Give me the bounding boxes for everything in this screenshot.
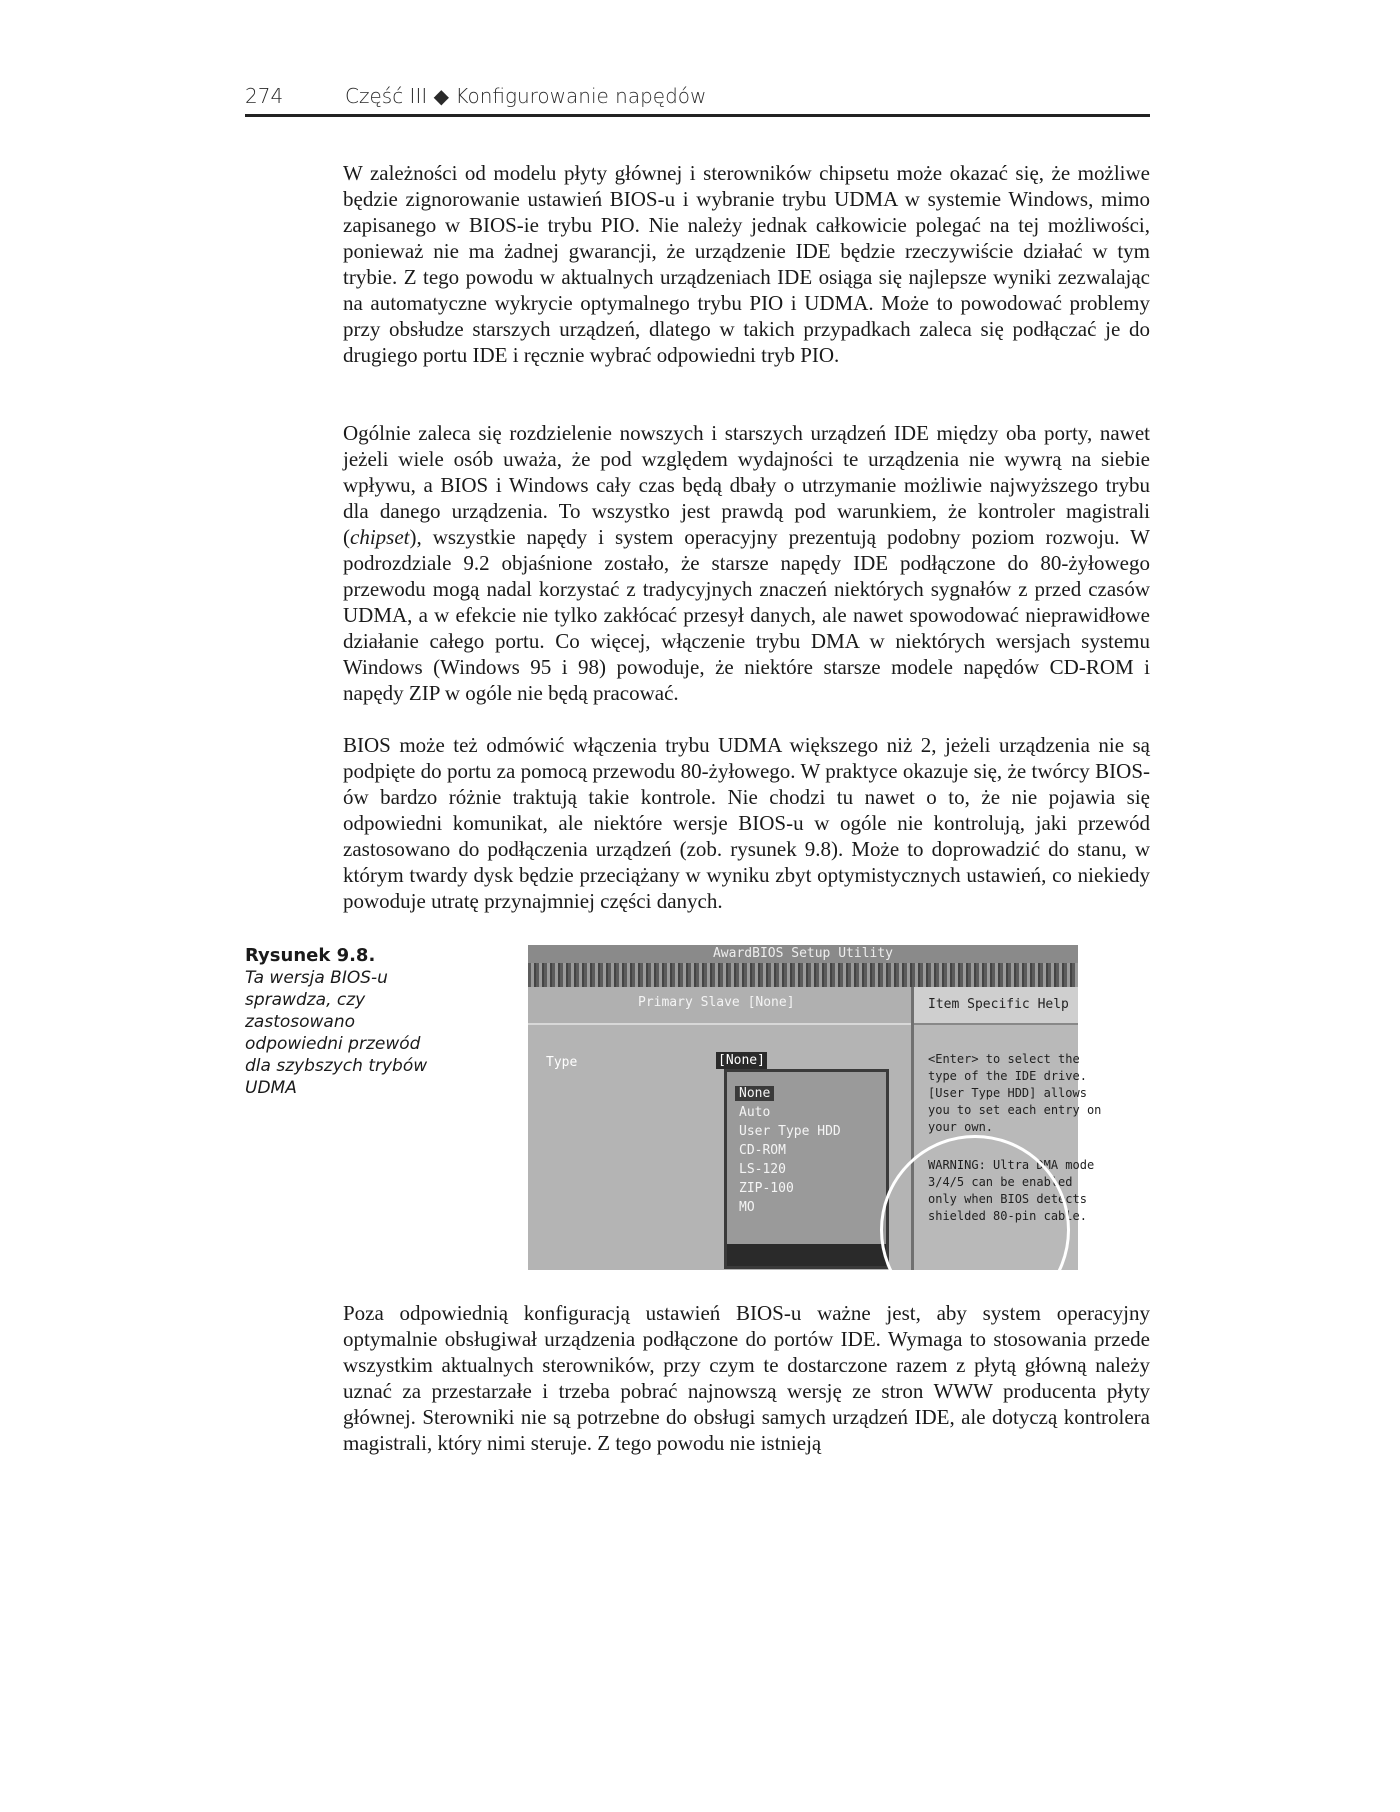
bios-warning-line: 3/4/5 can be enabled: [928, 1175, 1073, 1189]
bios-help-header: Item Specific Help: [928, 997, 1069, 1012]
highlight-circle: [880, 1135, 1070, 1325]
bios-type-label: Type: [546, 1055, 578, 1070]
bios-option-selected: None: [735, 1086, 774, 1101]
bios-menubar: [528, 963, 1078, 987]
figure-caption: [245, 945, 445, 1099]
bios-submenu-title: Primary Slave [None]: [638, 995, 795, 1010]
bios-warning-line: only when BIOS detects: [928, 1192, 1087, 1206]
figure-number: Rysunek 9.8.: [245, 945, 376, 966]
chipset-emphasis: chipset: [350, 525, 410, 549]
bios-submenu-bar: [528, 987, 911, 1025]
paragraph-1: [343, 160, 1150, 382]
bios-type-dropdown: [724, 1069, 889, 1269]
figure-description: Ta wersja BIOS-u sprawdza, czy zastosowano odpowiedni przewód dla szybszych trybów UDMA: [245, 968, 428, 1098]
bios-option: ZIP-100: [739, 1181, 794, 1196]
paragraph-2: [343, 420, 1150, 720]
bios-option: User Type HDD: [739, 1124, 841, 1139]
bios-help-line: you to set each entry on: [928, 1103, 1102, 1117]
bios-help-line: <Enter> to select the: [928, 1052, 1080, 1066]
paragraph-text-start: Ogólnie zaleca się rozdzielenie nowszych i starszych urządzeń IDE między oba porty, nawet jeżeli wiele osób uważa, że pod względem wydajności te urządzenia nie wywrą na siebie wpływu, a BIOS i Windows cały czas będą dbały o utrzymanie możliwie najwyższego trybu dla danego urządzenia. To wszystko jest prawdą pod warunkiem, że kontroler magistrali (: [343, 421, 1150, 549]
page-number: 274: [245, 84, 284, 108]
bios-option: CD-ROM: [739, 1143, 786, 1158]
bios-help-line: your own.: [928, 1120, 994, 1134]
bios-type-value: [None]: [718, 1053, 765, 1068]
bios-option: LS-120: [739, 1162, 786, 1177]
paragraph-text: Poza odpowiednią konfiguracją ustawień BIOS-u ważne jest, aby system operacyjny optymalnie obsługiwał urządzenia podłączone do portów IDE. Wymaga to stosowania przede wszystkim aktualnych sterowników, przy czym te dostarczone razem z płytą główną należy uznać za przestarzałe i trzeba pobrać najnowszą wersję ze stron WWW producenta płyty głównej. Sterowniki nie są potrzebne do obsługi samych urządzeń IDE, ale dotyczą kontrolera magistrali, który nimi steruje. Z tego powodu nie istnieją: [343, 1301, 1150, 1455]
running-head: Część III ◆ Konfigurowanie napędów: [345, 84, 707, 108]
paragraph-3: [343, 732, 1150, 928]
bios-help-header-bar: [914, 987, 1078, 1025]
bios-warning-line: shielded 80-pin cable.: [928, 1209, 1087, 1223]
bios-help-line: [User Type HDD] allows: [928, 1086, 1087, 1100]
bios-title: AwardBIOS Setup Utility: [528, 945, 1078, 963]
bios-option: MO: [739, 1200, 755, 1215]
paragraph-text: BIOS może też odmówić włączenia trybu UDMA większego niż 2, jeżeli urządzenia nie są podpięte do portu za pomocą przewodu 80-żyłowego. W praktyce okazuje się, że twórcy BIOS-ów bardzo różnie traktują takie kontrole. Nie chodzi tu nawet o to, że nie pojawia się odpowiedni komunikat, ale niektóre wersje BIOS-u w ogóle nie kontrolują, jaki przewód zastosowano do podłączenia urządzeń (zob. rysunek 9.8). Może to doprowadzić do stanu, w którym twardy dysk będzie przeciążany w wyniku zbyt optymistycznych ustawień, co niekiedy powoduje utratę przynajmniej części danych.: [343, 733, 1150, 913]
paragraph-text: W zależności od modelu płyty głównej i sterowników chipsetu może okazać się, że możliwe będzie zignorowanie ustawień BIOS-u i wybranie trybu UDMA w systemie Windows, mimo zapisanego w BIOS-ie trybu PIO. Nie należy jednak całkowicie polegać na tej możliwości, ponieważ nie ma żadnej gwarancji, że urządzenie IDE będzie rzeczywiście działać w tym trybie. Z tego powodu w aktualnych urządzeniach IDE osiąga się najlepsze wyniki zezwalając na automatyczne wykrycie optymalnego trybu PIO i UDMA. Może to powodować problemy przy obsłudze starszych urządzeń, dlatego w takich przypadkach zaleca się podłączać je do drugiego portu IDE i ręcznie wybrać odpowiedni tryb PIO.: [343, 161, 1150, 367]
paragraph-4: [343, 1300, 1150, 1470]
paragraph-text-end: ), wszystkie napędy i system operacyjny prezentują podobny poziom rozwoju. W podrozdziale 9.2 objaśnione zostało, że starsze napędy IDE podłączone do 80-żyłowego przewodu mogą nadal korzystać z tradycyjnych znaczeń niektórych sygnałów z przed czasów UDMA, a w efekcie nie tylko zakłócać przesył danych, ale nawet spowodować nieprawidłowe działanie całego portu. Co więcej, włączenie trybu DMA w niektórych wersjach systemu Windows (Windows 95 i 98) powoduje, że niektóre starsze modele napędów CD-ROM i napędy ZIP w ogóle nie będą pracować.: [343, 525, 1150, 705]
bios-help-line: type of the IDE drive.: [928, 1069, 1087, 1083]
bios-option: Auto: [739, 1105, 771, 1120]
paragraph-text: [343, 420, 1150, 706]
bios-screenshot: [528, 945, 1102, 1270]
page-header: [245, 84, 1150, 117]
bios-dropdown-footer: [727, 1244, 886, 1266]
bios-warning-line: WARNING: Ultra DMA mode: [928, 1158, 1095, 1172]
